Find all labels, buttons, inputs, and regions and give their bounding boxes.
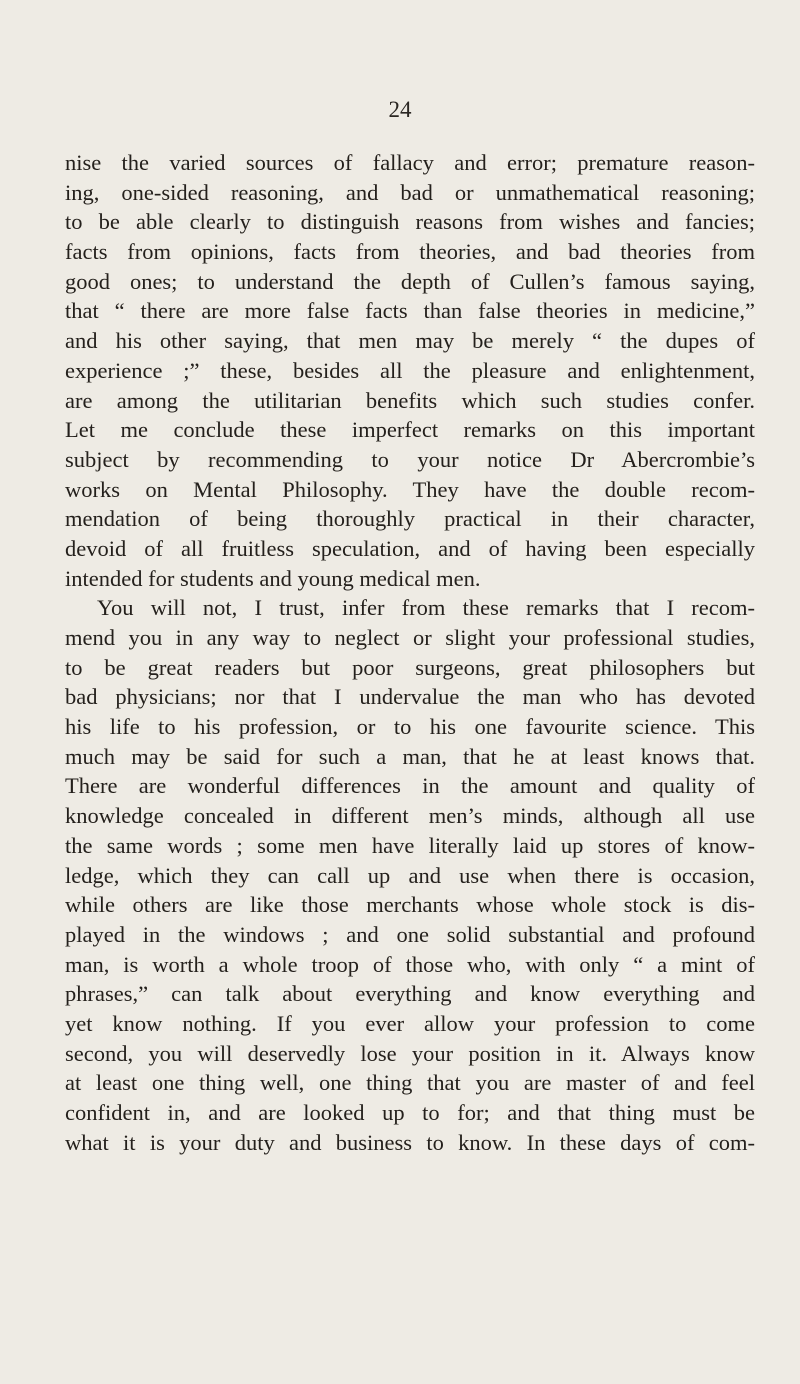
- text-line: while others are like those merchants whose whole stock is dis-: [65, 892, 755, 918]
- text-line: second, you will deservedly lose your position in it. Always know: [65, 1040, 755, 1066]
- text-line: ing, one-sided reasoning, and bad or unmathematical reasoning;: [65, 179, 755, 205]
- text-line: the same words ; some men have literally laid up stores of know-: [65, 832, 755, 858]
- text-line: intended for students and young medical men.: [65, 565, 481, 591]
- text-line: devoid of all fruitless speculation, and of having been especially: [65, 535, 755, 561]
- text-line: experience ;” these, besides all the pleasure and enlightenment,: [65, 357, 755, 383]
- text-line: knowledge concealed in different men’s minds, although all use: [65, 803, 755, 829]
- text-line: yet know nothing. If you ever allow your profession to come: [65, 1010, 755, 1036]
- text-line: and his other saying, that men may be merely “ the dupes of: [65, 328, 755, 354]
- text-line: nise the varied sources of fallacy and error; premature reason-: [65, 150, 755, 175]
- text-line: works on Mental Philosophy. They have the double recom-: [65, 476, 755, 502]
- body-text: [65, 148, 755, 1157]
- text-line: his life to his profession, or to his one favourite science. This: [65, 714, 755, 740]
- text-line: to be great readers but poor surgeons, great philosophers but: [65, 654, 755, 680]
- text-line: are among the utilitarian benefits which such studies confer.: [65, 387, 755, 413]
- text-line: to be able clearly to distinguish reasons from wishes and fancies;: [65, 209, 755, 235]
- text-line: subject by recommending to your notice Dr Abercrombie’s: [65, 446, 755, 472]
- text-line: confident in, and are looked up to for; and that thing must be: [65, 1100, 755, 1125]
- text-line: Let me conclude these imperfect remarks on this important: [65, 417, 755, 443]
- text-line: mendation of being thoroughly practical in their character,: [65, 506, 755, 532]
- text-line: ledge, which they can call up and use when there is occasion,: [65, 862, 755, 888]
- text-line: mend you in any way to neglect or slight your professional studies,: [65, 625, 755, 650]
- text-line: that “ there are more false facts than false theories in medicine,”: [65, 298, 755, 324]
- text-line: phrases,” can talk about everything and know everything and: [65, 981, 755, 1007]
- text-line: bad physicians; nor that I undervalue the man who has devoted: [65, 684, 755, 710]
- text-line: played in the windows ; and one solid substantial and profound: [65, 921, 755, 947]
- text-line: man, is worth a whole troop of those who, with only “ a mint of: [65, 951, 755, 977]
- page-number: 24: [388, 97, 412, 122]
- text-line: You will not, I trust, infer from these remarks that I recom-: [97, 595, 755, 621]
- text-line: good ones; to understand the depth of Cullen’s famous saying,: [65, 268, 755, 294]
- text-line: There are wonderful differences in the amount and quality of: [65, 773, 755, 799]
- text-line: facts from opinions, facts from theories, and bad theories from: [65, 239, 755, 265]
- text-line: at least one thing well, one thing that you are master of and feel: [65, 1070, 755, 1096]
- text-line: what it is your duty and business to know. In these days of com-: [65, 1129, 755, 1155]
- text-line: much may be said for such a man, that he at least knows that.: [65, 743, 755, 769]
